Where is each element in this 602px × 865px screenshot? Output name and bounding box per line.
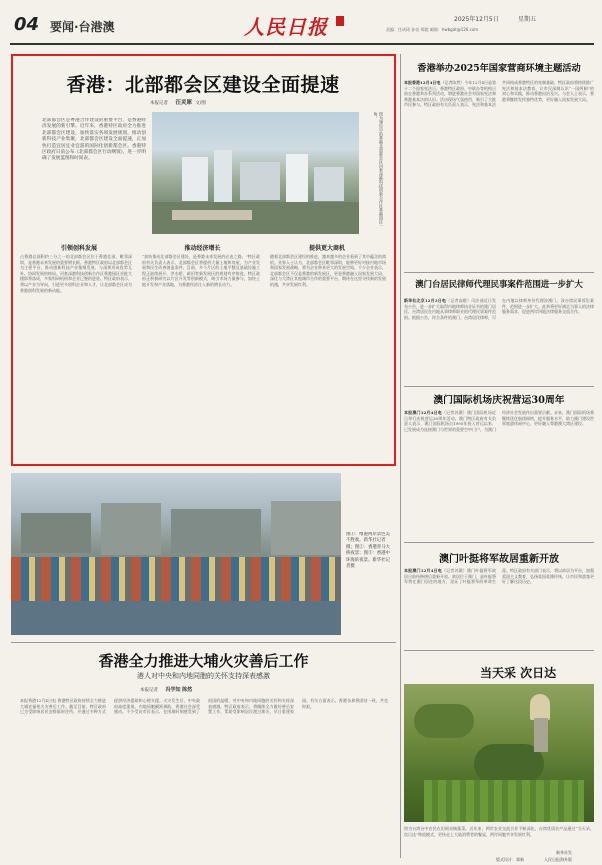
hk-harbour-photo [11, 473, 341, 635]
farm-photo-caption: 图为台湾台中农民在田间采摘蔬菜。近年来，两岸农业交流合作不断深化，台湾优质农产品通过“当天采、次日达”物流模式，更快走上大陆消费者的餐桌，两岸同胞共享发展红利。 [404, 826, 594, 837]
farm-article-title: 当天采 次日达 [480, 666, 557, 680]
footer-editor: 版式设计：郑新 [496, 857, 524, 862]
fire-byline-name: 冯学知 陈然 [165, 687, 193, 693]
section-text-2: “加快推动北部都会区建设，是香港未来发展的必由之路。”特区政府有关负责人表示，北部都会区将提供大量土地和房屋，为产业发展和民生改善创造条件。目前，多个片区的土地平整及基础设施工程正陆续展开，洪水桥、新田等新发展区的规划有序推进。特区政府正积极研究以片区开发等创新模式，吸引市场力量参与，加快土地开发和产业落地，为香港经济注入新的增长动力。 [142, 254, 260, 287]
byline-prefix: 本报记者 [150, 101, 168, 106]
right-article-4-text: （记者苏澳）澳门叶挺将军故居日前经修缮后重新开放。故居位于澳门，是叶挺将军曾在澳门居住的地方，见证了叶挺将军的革命生涯。特区政府有关部门表示，将以故居为平台，加强爱国主义教育，弘扬爱国爱澳传统，让市民和游客更好了解这段历史。 [404, 568, 594, 585]
right-article-1-title: 香港举办2025年国家营商环境主题活动 [417, 63, 581, 74]
right-rule-4 [404, 650, 594, 651]
logo-seal-icon [336, 16, 344, 26]
section-heading-2: 推动经济增长 [184, 245, 221, 252]
fire-byline [140, 686, 192, 693]
right-rule-2 [404, 386, 594, 387]
right-rule-1 [404, 272, 594, 273]
right-article-2-body [404, 298, 594, 382]
right-article-2-dateline: 新华社北京12月3日电 [404, 298, 447, 303]
section-name: 要闻·台港澳 [50, 20, 115, 34]
section-text-3: 随着北部都会区建设的推进，越来越多的企业看到了其中蕴含的商机。业界人士认为，北部都会区毗邻深圳，能够更好对接内地市场和国家发展战略，将为企业带来更大的发展空间。不少企业表示，北部都会区不仅是香港的新发展区，更是香港融入国家发展大局、深化与大湾区其他城市合作的重要平台，期待在这里寻找新的发展机遇，共享发展红利。 [270, 254, 386, 287]
byline-suffix: 文/图 [195, 101, 206, 106]
editor-line: 责编：任成琦 孙亮 郑超 邮箱：hwbgat@126.com [386, 27, 479, 32]
right-article-1-text: （记者陈然）今年12月4日是第十二个国家宪法日。香港特区政府、中联办等机构日前在香港举办系列活动，增进香港社会对国家宪法和香港基本法的认识。活动现场气氛热烈，吸引了大批市民参与。特区政府有关负责人表示，宪法和基本法共同构成香港特区的宪制基础，特区政府将持续推广宪法和基本法教育，让市民深刻认识“一国两制”的初心和实践，推动香港由治及兴。与会人士表示，香港将继续发挥独特优势，更好融入国家发展大局。 [404, 80, 594, 108]
newspaper-logo: 人民日报 [244, 15, 328, 39]
farm-photo-credit: 新华社发 [556, 850, 572, 855]
fire-article-title: 香港全力推进大埔火灾善后工作 [98, 652, 309, 670]
footer-paper: 人民日报海外版 [544, 857, 572, 862]
lead-article-title: 香港：北部都会区建设全面提速 [66, 74, 340, 96]
section-heading-3: 提供更大商机 [308, 245, 345, 252]
right-article-2-title: 澳门台居民律师代理民事案件范围进一步扩大 [415, 279, 583, 289]
right-article-3-title: 澳门国际机场庆祝营运30周年 [433, 395, 565, 406]
page-number: 04 [14, 14, 40, 35]
right-article-4-dateline: 本报澳门12月4日电 [404, 568, 442, 573]
section-text-1: 占香港总面积约三分之一的北部都会区位于香港北部，毗邻深圳，是香港未来发展的重要增长极。香港特区政府以北部都会区为主要平台，推动创新科技产业集聚发展，与深圳形成优势互补、协同发展的格局。河套深港科技创新合作区香港园区首批大楼即将落成，多家科研机构和企业已签约进驻。特区政府表示，将以产业为导向，引进更多创科企业和人才，让北部都会区成为香港创科发展的新动能。 [20, 254, 132, 293]
lead-byline [150, 98, 206, 106]
section-heading-1: 引领创科发展 [60, 245, 97, 252]
masthead [8, 8, 594, 44]
right-article-4-title: 澳门叶挺将军故居重新开放 [439, 554, 559, 565]
right-article-3-text: （记者苏澳）澳门国际机场近日举行庆祝营运30周年活动。澳门特区政府有关负责人表示，澳门国际机场自1995年投入营运以来，已发展成为连接澳门与世界的重要空中门户，为澳门经济社会发展作出重要贡献。未来，澳门国际机场将继续优化航线网络，提升服务水平，助力澳门建设世界旅游休闲中心，更好融入粤港澳大湾区建设。 [404, 410, 594, 432]
right-article-1-dateline: 本报香港12月4日电 [404, 80, 441, 85]
right-article-2-text: （记者高敬）司法部近日发布公告，进一步扩大取得内地律师执业证书的澳门居民、台湾居民在内地从事律师职业的代理民事案件范围。根据公告，符合条件的澳门、台湾居民律师，可在内地以律师身份代理涉澳门、涉台湾民事诉讼案件，范围进一步扩大。此举将更好满足当事人的法律服务需求，促进两岸四地法律服务交流合作。 [404, 298, 594, 320]
fire-article-top-rule [11, 642, 396, 643]
masthead-rule [10, 43, 594, 45]
right-article-3-body [404, 410, 594, 538]
right-article-1-body [404, 80, 594, 268]
right-article-4-body [404, 568, 594, 646]
fire-byline-prefix: 本报记者 [140, 688, 158, 693]
farm-photo [404, 684, 594, 822]
issue-weekday: 星期五 [518, 16, 537, 23]
right-rule-3 [404, 542, 594, 543]
hk-photo-caption: 图①：维港两岸景色美不胜收。新华社记者摄；图②：香港青马大桥夜景；图③：香港中环海滨夜景。新华社记者摄 [346, 532, 390, 570]
lead-photo-caption: 图为建设中的香港北部都会区河套深港科技创新合作区香港园区一角。 [373, 112, 384, 228]
byline-name: 汪灵犀 [175, 100, 192, 106]
fire-article-subtitle: 港人对中央和内地同胞的关怀支持深表感激 [137, 672, 270, 680]
right-column-divider [400, 54, 401, 858]
fire-article-text: 本报香港12月4日电 香港特区政府持续全力推进大埔宏福苑火灾善后工作。截至目前，特区政府已为受影响居民安排临时住所，并通过多种方式提供经济援助和心理支援。火灾发生后，中央政府高度重视，内地同胞踊跃捐助，香港社会深受感动。不少受访市民表示，在困难时刻感受到了祖国的温暖，对中央和内地同胞的关怀和支持深表感激。特区政府表示，将继续全力做好善后安置工作，帮助受影响居民渡过难关，早日重建家园。有关方面表示，香港各界将团结一致，共克时艰。 [20, 698, 388, 715]
right-article-3-dateline: 本报澳门12月4日电 [404, 410, 442, 415]
lead-photo [152, 112, 359, 234]
issue-date: 2025年12月5日 [454, 16, 499, 23]
lead-intro: 北部都会区是粤港合作建设的重要平台，是香港经济发展的新引擎。近年来，香港特区政府全力推进北部都会区建设，加快落实各项发展规划，推动创新科技产业集聚，北部都会区建设全面提速，正加快打造宜居宜业宜游的国际化创新都会区。香港特区政府日前公布《北部都会区行动纲领》，进一步明确了发展蓝图和时间表。 [42, 118, 146, 162]
